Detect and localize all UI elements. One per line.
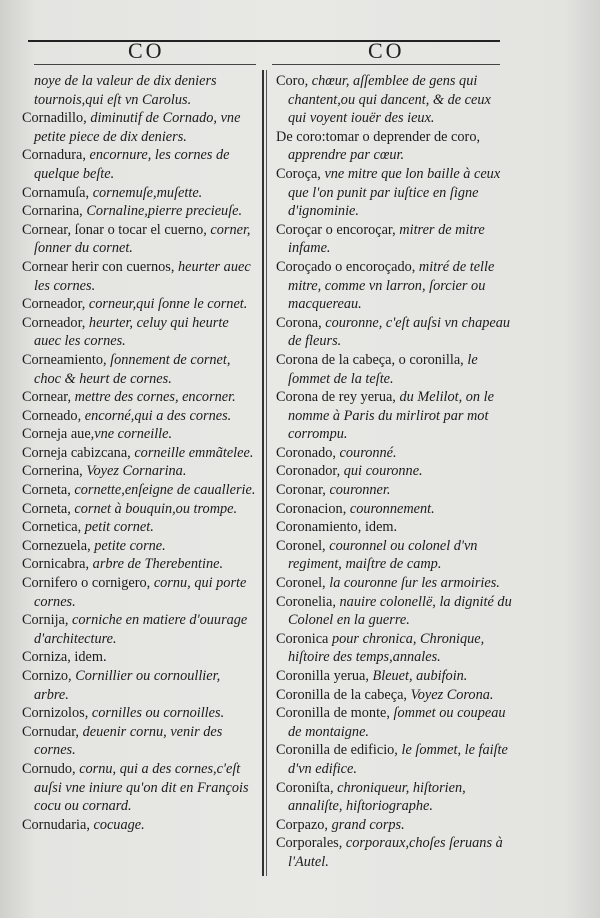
entry-definition: encornure, les cornes de quelque beſte.	[34, 147, 230, 182]
entry-definition: Bleuet, aubifoin.	[372, 668, 468, 684]
column-divider	[262, 70, 264, 876]
dictionary-entry	[22, 146, 258, 183]
entry-headword: Corona de rey yerua,	[276, 389, 400, 406]
entry-headword: Coroniſta,	[276, 779, 338, 796]
entry-definition: Voyez Corona.	[410, 686, 494, 703]
entry-definition: le ſommet de la teſte.	[288, 351, 478, 387]
entry-headword: Coronamiento, idem.	[276, 519, 398, 536]
entry-headword: Corneador,	[22, 296, 89, 313]
dictionary-entry	[276, 314, 512, 351]
entry-headword: Corneador,	[22, 314, 89, 331]
dictionary-entry	[276, 667, 512, 686]
entry-headword: Corporales,	[276, 835, 346, 852]
entry-definition: qui couronne.	[343, 463, 423, 480]
dictionary-entry	[22, 425, 258, 444]
entry-definition: chœur, aſſemblee de gens qui chantent,ou qui dancent, & de ceux qui voyent iouër des ieux.	[288, 73, 491, 127]
head-underline-left	[34, 64, 256, 65]
dictionary-entry	[22, 816, 258, 835]
entry-headword: Cornezuela,	[22, 537, 95, 554]
entry-definition: pour chronica, Chronique, hiſtoire des temps,annales.	[288, 630, 485, 666]
dictionary-entry	[22, 109, 258, 146]
entry-headword: Corona de la cabeça, o coronilla,	[276, 351, 468, 368]
entry-headword: Cornerina,	[22, 463, 87, 480]
entry-headword: Cornija,	[22, 612, 73, 629]
entry-headword: Cornadura,	[22, 147, 90, 164]
dictionary-entry	[276, 574, 512, 593]
entry-definition: corniche en matiere d'ouurage d'architecture.	[34, 612, 248, 647]
entry-headword: Corpazo,	[276, 816, 332, 833]
dictionary-entry	[22, 295, 258, 314]
entry-definition: diminutif de Cornado, vne petite piece de dix deniers.	[34, 110, 241, 145]
entry-definition: cornemuſe,muſette.	[92, 184, 203, 201]
entry-definition: heurter, celuy qui heurte auec les cornes.	[34, 314, 229, 350]
entry-definition: heurter auec les cornes.	[34, 258, 251, 294]
entry-definition: nauire colonellë, la dignité du Colonel en la guerre.	[288, 593, 512, 629]
dictionary-entry	[22, 611, 258, 648]
dictionary-entry	[276, 834, 512, 871]
entry-definition: ſonnement de cornet, choc & heurt de cornes.	[34, 351, 231, 387]
entry-headword: Coronilla yerua,	[276, 668, 373, 684]
dictionary-entry	[22, 202, 258, 221]
entry-definition: le ſommet, le faiſte d'vn edifice.	[288, 742, 508, 777]
entry-definition: corporaux,choſes ſeruans à l'Autel.	[288, 835, 503, 870]
entry-headword: Cornear herir con cuernos,	[22, 258, 179, 275]
entry-headword: Cornudar,	[22, 723, 83, 740]
dictionary-entry	[276, 388, 512, 444]
entry-definition: cornu, qui a des cornes,c'eſt auſsi vne iniure qu'on dit en François cocu ou cornard.	[34, 760, 249, 815]
entry-definition: chroniqueur, hiſtorien, annaliſte, hiſtoriographe.	[288, 779, 466, 815]
entry-definition: noye de la valeur de dix deniers tournois,qui eſt vn Carolus.	[34, 73, 217, 108]
dictionary-entry	[22, 462, 258, 481]
entry-definition: couronnement.	[349, 500, 435, 517]
entry-definition: arbre de Therebentine.	[92, 556, 224, 573]
dictionary-entry	[22, 351, 258, 388]
dictionary-entry	[276, 704, 512, 741]
entry-headword: Coronado,	[276, 444, 340, 461]
entry-definition: vne mitre que lon baille à ceux que l'on punit par iuſtice en ſigne d'ignominie.	[288, 165, 501, 220]
running-head-left: CO	[128, 38, 165, 63]
entry-headword: Coronica	[276, 630, 332, 647]
entry-definition: apprendre par cœur.	[288, 147, 405, 164]
entry-definition: cocuage.	[93, 816, 145, 833]
dictionary-entry	[22, 537, 258, 556]
entry-headword: Cornizolos,	[22, 705, 92, 722]
entry-definition: la couronne ſur les armoiries.	[329, 575, 500, 592]
entry-definition: Cornillier ou cornoullier, arbre.	[34, 668, 221, 703]
entry-headword: Coronar,	[276, 482, 330, 499]
entry-definition: Voyez Cornarina.	[86, 463, 187, 480]
dictionary-entry	[276, 816, 512, 835]
entry-definition: du Melilot, on le nomme à Paris du mirlirot par mot corrompu.	[288, 389, 494, 443]
entry-headword: Coro,	[276, 73, 312, 89]
entry-headword: Coronel,	[276, 537, 330, 554]
dictionary-entry	[276, 630, 512, 667]
dictionary-entry	[276, 593, 512, 630]
entry-definition: cornet à bouquin,ou trompe.	[74, 500, 238, 517]
dictionary-entry	[22, 388, 258, 407]
dictionary-entry	[276, 165, 512, 221]
entry-headword: Cornizo,	[22, 668, 76, 684]
dictionary-entry	[22, 555, 258, 574]
dictionary-entry	[22, 72, 258, 109]
entry-definition: cornu, qui porte cornes.	[34, 575, 247, 610]
dictionary-entry	[22, 667, 258, 704]
dictionary-entry	[22, 704, 258, 723]
dictionary-entry	[276, 444, 512, 463]
entry-definition: cornilles ou cornoilles.	[91, 705, 225, 722]
entry-definition: ſommet ou coupeau de montaigne.	[288, 705, 506, 740]
entry-headword: Coronador,	[276, 463, 344, 480]
entry-definition: corneur,qui ſonne le cornet.	[88, 296, 248, 313]
dictionary-entry	[276, 518, 512, 537]
entry-headword: Corneado,	[22, 407, 85, 424]
entry-definition: corneille emmãtelee.	[134, 444, 254, 461]
entry-definition: mitrer de mitre infame.	[288, 221, 485, 257]
entry-definition: mettre des cornes, encorner.	[74, 389, 236, 406]
entry-headword: De coro:tomar o deprender de coro,	[276, 128, 481, 145]
entry-definition: petite corne.	[94, 537, 166, 554]
dictionary-entry	[276, 500, 512, 519]
entry-definition: couronner.	[329, 482, 391, 499]
dictionary-entry	[22, 500, 258, 519]
entry-definition: corner, ſonner du cornet.	[34, 221, 251, 257]
entry-headword: Cornudaria,	[22, 816, 94, 833]
entry-definition: encorné,qui a des cornes.	[84, 407, 232, 424]
entry-headword: Cornudo,	[22, 760, 80, 777]
dictionary-entry	[276, 72, 512, 128]
dictionary-entry	[276, 462, 512, 481]
entry-definition: couronnel ou colonel d'vn regiment, maiſtre de camp.	[288, 537, 478, 573]
entry-headword: Coroçar o encoroçar,	[276, 221, 400, 238]
dictionary-entry	[276, 686, 512, 705]
dictionary-entry	[276, 741, 512, 778]
entry-definition: grand corps.	[331, 816, 405, 833]
dictionary-entry	[22, 407, 258, 426]
entry-headword: Coronilla de edificio,	[276, 742, 402, 759]
entry-headword: Corneamiento,	[22, 351, 111, 368]
entry-definition: couronné.	[339, 444, 397, 461]
entry-headword: Cornear,	[22, 389, 75, 406]
dictionary-entry	[22, 760, 258, 816]
entry-headword: Corona,	[276, 314, 326, 331]
entry-headword: Corneta,	[22, 500, 75, 517]
dictionary-entry	[276, 258, 512, 314]
entry-definition: vne corneille.	[94, 426, 173, 443]
entry-definition: couronne, c'eſt auſsi vn chapeau de fleurs.	[288, 314, 511, 350]
entry-definition: deuenir cornu, venir des cornes.	[34, 723, 223, 759]
entry-headword: Corneja cabizcana,	[22, 444, 135, 461]
entry-headword: Cornadillo,	[22, 110, 91, 127]
entry-headword: Coronelia,	[276, 593, 340, 610]
dictionary-entry	[22, 481, 258, 500]
entry-headword: Cornarina,	[22, 203, 87, 220]
dictionary-entry	[22, 444, 258, 463]
entry-headword: Cornicabra,	[22, 556, 93, 573]
dictionary-entry	[276, 221, 512, 258]
entry-headword: Cornear, ſonar o tocar el cuerno,	[22, 221, 211, 238]
entry-headword: Cornetica,	[22, 519, 85, 536]
dictionary-entry	[276, 481, 512, 500]
running-head-right: CO	[368, 38, 405, 63]
entry-headword: Coronilla de la cabeça,	[276, 686, 411, 703]
entry-definition: Cornaline,pierre precieuſe.	[86, 203, 243, 220]
entry-definition: mitré de telle mitre, comme vn larron, ſorcier ou macquereau.	[288, 258, 495, 313]
dictionary-entry	[22, 518, 258, 537]
dictionary-entry	[22, 221, 258, 258]
top-rule	[28, 40, 500, 42]
entry-headword: Corneja aue,	[22, 426, 95, 443]
entry-headword: Corneta,	[22, 482, 75, 499]
entry-definition: petit cornet.	[84, 519, 154, 536]
entry-headword: Coroçado o encoroçado,	[276, 258, 419, 275]
dictionary-entry	[276, 351, 512, 388]
entry-headword: Coroça,	[276, 165, 325, 182]
dictionary-entry	[22, 648, 258, 667]
dictionary-entry	[276, 537, 512, 574]
left-column	[22, 72, 258, 834]
dictionary-entry	[22, 723, 258, 760]
entry-headword: Corniza, idem.	[22, 649, 107, 666]
dictionary-entry	[22, 574, 258, 611]
dictionary-entry	[276, 128, 512, 165]
entry-headword: Cornifero o cornigero,	[22, 575, 154, 592]
dictionary-entry	[276, 779, 512, 816]
entry-headword: Cornamuſa,	[22, 184, 93, 201]
dictionary-entry	[22, 184, 258, 203]
entry-headword: Coronacion,	[276, 500, 350, 517]
entry-definition: cornette,enſeigne de cauallerie.	[74, 482, 256, 499]
entry-headword: Coronel,	[276, 575, 330, 592]
dictionary-entry	[22, 258, 258, 295]
head-underline-right	[272, 64, 500, 65]
entry-headword: Coronilla de monte,	[276, 705, 394, 722]
column-divider-inner	[266, 70, 267, 876]
right-column	[276, 72, 512, 872]
dictionary-entry	[22, 314, 258, 351]
